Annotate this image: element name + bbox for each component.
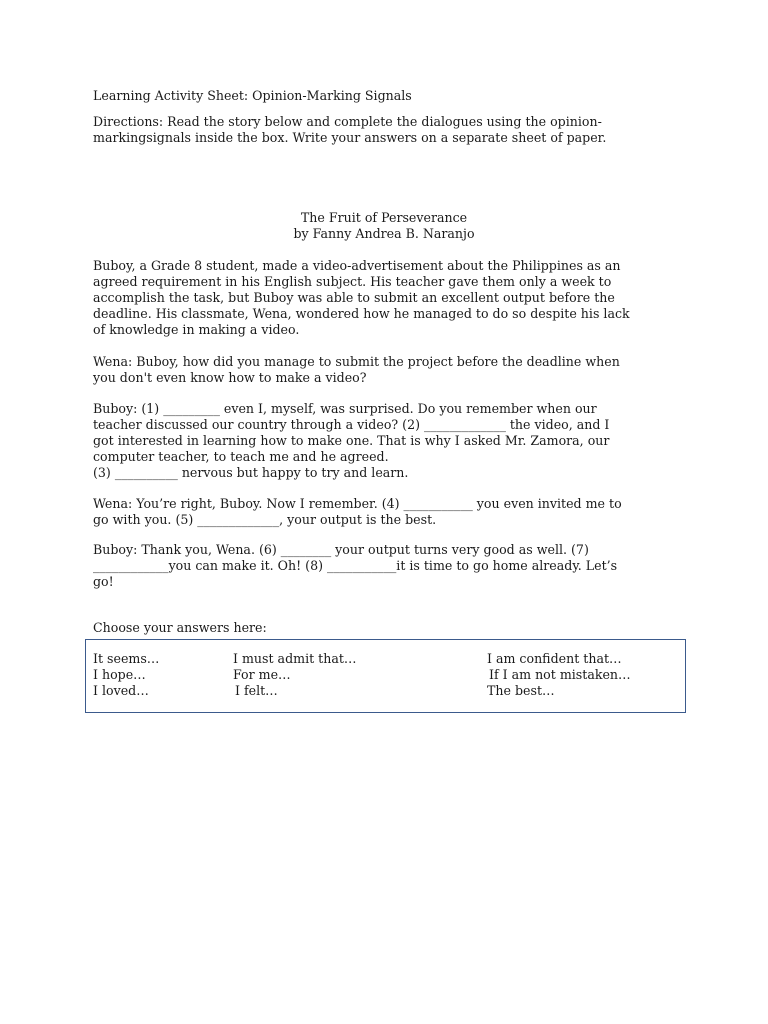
answer-option: The best… xyxy=(487,683,555,698)
dialogue-buboy-line: computer teacher, to teach me and he agreed. xyxy=(93,449,389,464)
directions-line-1: Directions: Read the story below and complete the dialogues using the opinion- xyxy=(93,114,602,129)
dialogue-wena-line: go with you. (5) _____________, your output is the best. xyxy=(93,512,437,527)
dialogue-buboy-line: Buboy: (1) _________ even I, myself, was surprised. Do you remember when our xyxy=(93,401,597,416)
answer-option: I must admit that… xyxy=(233,651,357,666)
dialogue-buboy-line: ____________you can make it. Oh! (8) ___________it is time to go home already. Let’s xyxy=(93,558,618,573)
answers-label: Choose your answers here: xyxy=(93,620,267,635)
sheet-title: Learning Activity Sheet: Opinion-Marking Signals xyxy=(93,88,412,103)
answer-option: I felt… xyxy=(235,683,278,698)
story-intro-line: Buboy, a Grade 8 student, made a video-advertisement about the Philippines as an xyxy=(93,258,621,273)
answer-option: It seems… xyxy=(93,651,160,666)
story-intro-line: deadline. His classmate, Wena, wondered how he managed to do so despite his lack xyxy=(93,306,630,321)
dialogue-buboy-line: teacher discussed our country through a video? (2) _____________ the video, and I xyxy=(93,417,610,432)
answer-option: I am confident that… xyxy=(487,651,622,666)
dialogue-buboy-line: go! xyxy=(93,574,114,589)
story-intro-line: accomplish the task, but Buboy was able to submit an excellent output before the xyxy=(93,290,615,305)
dialogue-wena-line: Wena: You’re right, Buboy. Now I remember. (4) ___________ you even invited me to xyxy=(93,496,622,511)
story-title: The Fruit of Perseverance xyxy=(300,210,468,225)
answer-option: If I am not mistaken… xyxy=(489,667,631,682)
dialogue-buboy-line: (3) __________ nervous but happy to try and learn. xyxy=(93,465,409,480)
directions-line-2: markingsignals inside the box. Write your answers on a separate sheet of paper. xyxy=(93,130,607,145)
dialogue-buboy-line: Buboy: Thank you, Wena. (6) ________ your output turns very good as well. (7) xyxy=(93,542,589,557)
answer-option: I loved… xyxy=(93,683,149,698)
dialogue-wena-line: Wena: Buboy, how did you manage to submit the project before the deadline when xyxy=(93,354,620,369)
answer-option: I hope… xyxy=(93,667,146,682)
story-intro-line: of knowledge in making a video. xyxy=(93,322,300,337)
story-intro-line: agreed requirement in his English subject. His teacher gave them only a week to xyxy=(93,274,612,289)
dialogue-buboy-line: got interested in learning how to make one. That is why I asked Mr. Zamora, our xyxy=(93,433,610,448)
answer-option: For me… xyxy=(233,667,291,682)
answer-choices-box xyxy=(85,639,686,713)
dialogue-wena-line: you don't even know how to make a video? xyxy=(93,370,367,385)
story-author: by Fanny Andrea B. Naranjo xyxy=(293,226,475,241)
